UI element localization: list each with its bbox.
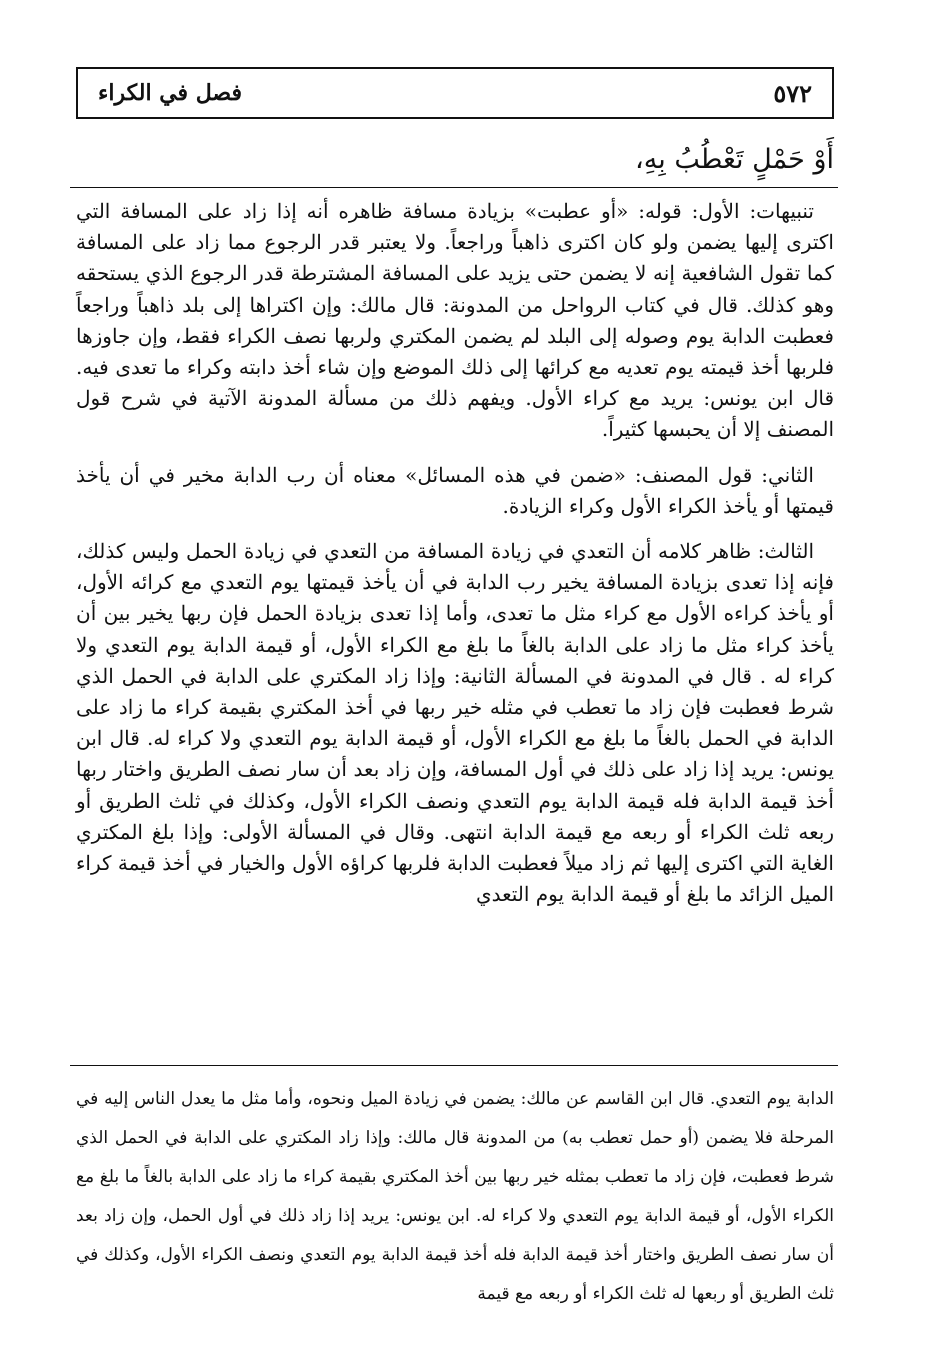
chapter-title: فصل في الكراء — [98, 80, 242, 106]
footnote-text: الدابة يوم التعدي. قال ابن القاسم عن مالك: يضمن في زيادة الميل ونحوه، وأما مثل ما يعدل الناس إليه في المرحلة فلا يضمن (أو حمل تعطب به) من المدونة قال مالك: وإذا زاد المكتري على الدابة في الحمل الذي شرط فعطبت، فإن زاد ما تعطب بمثله خير ربها بين أخذ المكتري بقيمة كراء ما زاد على الدابة بالغاً ما بلغ مع الكراء الأول، أو قيمة الدابة يوم التعدي ولا كراء له. ابن يونس: يريد إذا زاد ذلك في أول الحمل، وإن زاد بعد أن سار نصف الطريق واختار أخذ قيمة الدابة فله أخذ قيمة الدابة يوم التعدي ونصف الكراء الأول، وكذلك في ثلث الطريق أو ربعها له ثلث الكراء أو ربعه مع قيمة — [76, 1089, 835, 1304]
top-divider — [70, 187, 838, 188]
footnote-divider — [70, 1065, 838, 1066]
commentary-paragraph-2: الثاني: قول المصنف: «ضمن في هذه المسائل» معناه أن رب الدابة مخير في أن يأخذ قيمتها أو يأخذ الكراء الأول وكراء الزيادة. — [76, 462, 834, 518]
commentary-paragraph-1: تنبيهات: الأول: قوله: «أو عطبت» بزيادة مسافة ظاهره أنه إذا زاد على المسافة التي اكترى إليها يضمن ولو كان اكترى ذاهباً وراجعاً. ولا يعتبر قدر الرجوع مما زاد على المسافة كما تقول الشافعية إنه لا يضمن حتى يزيد على المسافة المشترطة قدر الرجوع الذي يستحقه وهو كذلك. قال في كتاب الرواحل من المدونة: قال مالك: وإن اكتراها إلى بلد ذاهباً وراجعاً فعطبت الدابة يوم وصوله إلى البلد لم يضمن المكتري ولربها نصف الكراء فقط، وإن جاوزها فلربها أخذ قيمته يوم تعديه مع كرائها إلى ذلك الموضع وإن شاء أخذ دابته وكراء ما تعدى فيه. قال ابن يونس: يريد مع كراء الأول. ويفهم ذلك من مسألة المدونة الآتية في شرح قول المصنف إلا أن يحبسها كثيراً. — [76, 199, 834, 442]
commentary-section — [76, 196, 834, 924]
commentary-paragraph-3: الثالث: ظاهر كلامه أن التعدي في زيادة المسافة من التعدي في زيادة الحمل وليس كذلك، فإنه إذا تعدى بزيادة المسافة يخير رب الدابة في أن يأخذ قيمتها يوم التعدي مع كرائه الأول، أو يأخذ كراءه الأول مع كراء مثل ما تعدى، وأما إذا تعدى بزيادة الحمل فإن ربها يخير بين أن يأخذ كراء مثل ما زاد على الدابة بالغاً ما بلغ مع الكراء الأول، أو قيمة الدابة يوم التعدي ولا كراء له . قال في المدونة في المسألة الثانية: وإذا زاد المكتري على الدابة في الحمل الذي شرط فعطبت فإن زاد ما تعطب في مثله خير ربها في أخذ المكتري بقيمة كراء ما زاد على الدابة في الحمل بالغاً ما بلغ مع الكراء الأول، أو قيمة الدابة يوم التعدي ولا كراء له. قال ابن يونس: يريد إذا زاد على ذلك في أول المسافة، وإن زاد بعد أن سار نصف الطريق واختار ربها أخذ قيمة الدابة فله قيمة الدابة يوم التعدي ونصف الكراء الأول، وكذلك في ثلث الطريق أو ربعه ثلث الكراء أو ربعه مع قيمة الدابة انتهى. وقال في المسألة الأولى: وإذا بلغ المكتري الغاية التي اكترى إليها ثم زاد ميلاً فعطبت الدابة فلربها كراؤه الأول والخيار في أخذ قيمة كراء الميل الزائد ما بلغ أو قيمة الدابة يوم التعدي — [76, 539, 835, 907]
page-header — [76, 67, 834, 119]
page-number: ٥٧٢ — [773, 78, 812, 108]
main-text-line: أَوْ حَمْلٍ تَعْطُبُ بِهِ، — [635, 144, 834, 175]
footnote-section — [76, 1080, 834, 1314]
